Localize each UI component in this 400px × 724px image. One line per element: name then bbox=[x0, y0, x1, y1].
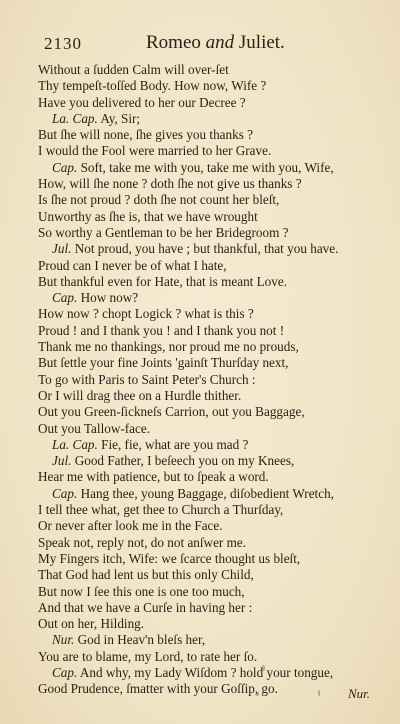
line-text: Hang thee, young Baggage, diſobedient Wretch, bbox=[77, 485, 334, 501]
line-text: You are to blame, my Lord, to rate her ſo. bbox=[38, 648, 258, 664]
verse-line bbox=[38, 176, 382, 192]
speaker-name: Jul. bbox=[52, 241, 72, 257]
verse-line bbox=[38, 62, 382, 78]
speaker-name: Cap. bbox=[52, 485, 78, 501]
line-text: I tell thee what, get thee to Church a Thurſday, bbox=[38, 502, 284, 518]
line-text: Out you Green-ſickneſs Carrion, out you Baggage, bbox=[38, 404, 305, 420]
running-title bbox=[146, 32, 285, 54]
line-text: Without a ſudden Calm will over-ſet bbox=[38, 62, 229, 77]
ink-speck bbox=[262, 665, 265, 671]
verse-line bbox=[38, 339, 382, 355]
verse-line bbox=[38, 600, 382, 616]
line-text: I would the Fool were married to her Grave. bbox=[38, 143, 272, 159]
verse-line bbox=[38, 143, 382, 159]
line-text: Out on her, Hilding. bbox=[38, 616, 145, 632]
verse-line bbox=[38, 225, 382, 241]
line-text: Proud ! and I thank you ! and I thank you not ! bbox=[38, 322, 285, 338]
verse-line bbox=[38, 469, 382, 485]
verse-line bbox=[38, 209, 382, 225]
line-text: And that we have a Curſe in having her : bbox=[38, 599, 253, 615]
verse-line bbox=[38, 258, 382, 274]
line-text: Have you delivered to her our Decree ? bbox=[38, 94, 246, 110]
verse-line bbox=[38, 649, 382, 665]
line-text: But ſettle your fine Joints 'gainſt Thurſday next, bbox=[38, 355, 289, 371]
verse-line bbox=[38, 681, 382, 697]
line-text: That God had lent us but this only Child, bbox=[38, 567, 254, 583]
line-text: Soft, take me with you, take me with you, Wife, bbox=[77, 159, 334, 175]
line-text: Proud can I never be of what I hate, bbox=[38, 257, 227, 273]
verse-line bbox=[38, 535, 382, 551]
title-part-1: Romeo bbox=[146, 32, 206, 53]
ink-speck bbox=[318, 690, 320, 696]
speaker-name: Cap. bbox=[52, 664, 78, 680]
speaker-name: La. Cap. bbox=[52, 436, 98, 452]
line-text: Speak not, reply not, do not anſwer me. bbox=[38, 534, 247, 550]
verse-line bbox=[38, 323, 382, 339]
line-text: Unworthy as ſhe is, that we have wrought bbox=[38, 208, 258, 224]
line-text: God in Heav'n bleſs her, bbox=[74, 632, 206, 648]
verse-line bbox=[38, 437, 382, 453]
line-text: How now ? chopt Logick ? what is this ? bbox=[38, 306, 254, 322]
verse-line bbox=[38, 486, 382, 502]
speaker-name: Cap. bbox=[52, 159, 78, 175]
speaker-name: La. Cap. bbox=[52, 110, 98, 126]
verse-line bbox=[38, 95, 382, 111]
title-and: and bbox=[205, 32, 235, 53]
verse-line bbox=[38, 518, 382, 534]
line-text: Ay, Sir; bbox=[97, 110, 141, 126]
line-text: Is ſhe not proud ? doth ſhe not count her bleſt, bbox=[38, 192, 280, 208]
title-part-2: Juliet. bbox=[234, 32, 285, 53]
line-text: But thankful even for Hate, that is meant Love. bbox=[38, 273, 288, 289]
play-text bbox=[38, 62, 382, 698]
verse-line bbox=[38, 453, 382, 469]
verse-line bbox=[38, 192, 382, 208]
verse-line bbox=[38, 632, 382, 648]
speaker-name: Nur. bbox=[52, 632, 75, 648]
line-text: Or never after look me in the Face. bbox=[38, 518, 223, 534]
line-text: Or I will drag thee on a Hurdle thither. bbox=[38, 387, 242, 403]
verse-line bbox=[38, 616, 382, 632]
verse-line bbox=[38, 404, 382, 420]
catchword: Nur. bbox=[347, 686, 370, 701]
verse-line bbox=[38, 306, 382, 322]
line-text: How, will ſhe none ? doth ſhe not give us thanks ? bbox=[38, 176, 302, 192]
line-text: Out you Tallow-face. bbox=[38, 420, 150, 436]
page-header bbox=[44, 34, 366, 56]
verse-line bbox=[38, 355, 382, 371]
verse-line bbox=[38, 127, 382, 143]
verse-line bbox=[38, 241, 382, 257]
line-text: And why, my Lady Wiſdom ? hold your tongue, bbox=[77, 664, 334, 680]
line-text: Hear me with patience, but to ſpeak a word. bbox=[38, 469, 269, 485]
speaker-name: Jul. bbox=[52, 453, 72, 469]
line-text: How now? bbox=[77, 290, 139, 306]
line-text: Thank me no thankings, nor proud me no prouds, bbox=[38, 339, 299, 355]
verse-line bbox=[38, 567, 382, 583]
verse-line bbox=[38, 372, 382, 388]
line-text: Fie, fie, what are you mad ? bbox=[97, 436, 249, 452]
verse-line bbox=[38, 584, 382, 600]
line-text: My Fingers itch, Wife: we ſcarce thought us bleſt, bbox=[38, 550, 301, 566]
ink-speck bbox=[256, 692, 259, 696]
line-text: But now I ſee this one is one too much, bbox=[38, 583, 245, 599]
verse-line bbox=[38, 111, 382, 127]
verse-line bbox=[38, 388, 382, 404]
line-text: But ſhe will none, ſhe gives you thanks ? bbox=[38, 127, 253, 143]
line-text: Good Prudence, ſmatter with your Goſſip, go. bbox=[38, 681, 278, 697]
speaker-name: Cap. bbox=[52, 290, 78, 306]
line-text: Thy tempeſt-toſſed Body. How now, Wife ? bbox=[38, 78, 267, 94]
verse-line bbox=[38, 551, 382, 567]
verse-line bbox=[38, 421, 382, 437]
verse-line bbox=[38, 78, 382, 94]
verse-line bbox=[38, 274, 382, 290]
verse-line bbox=[38, 502, 382, 518]
verse-line bbox=[38, 290, 382, 306]
line-text: Good Father, I beſeech you on my Knees, bbox=[71, 453, 295, 469]
page-number: 2130 bbox=[44, 34, 82, 53]
line-text: So worthy a Gentleman to be her Bridegroom ? bbox=[38, 224, 289, 240]
line-text: Not proud, you have ; but thankful, that you have. bbox=[71, 241, 339, 257]
verse-line bbox=[38, 665, 382, 681]
verse-line bbox=[38, 160, 382, 176]
line-text: To go with Paris to Saint Peter's Church : bbox=[38, 371, 256, 387]
